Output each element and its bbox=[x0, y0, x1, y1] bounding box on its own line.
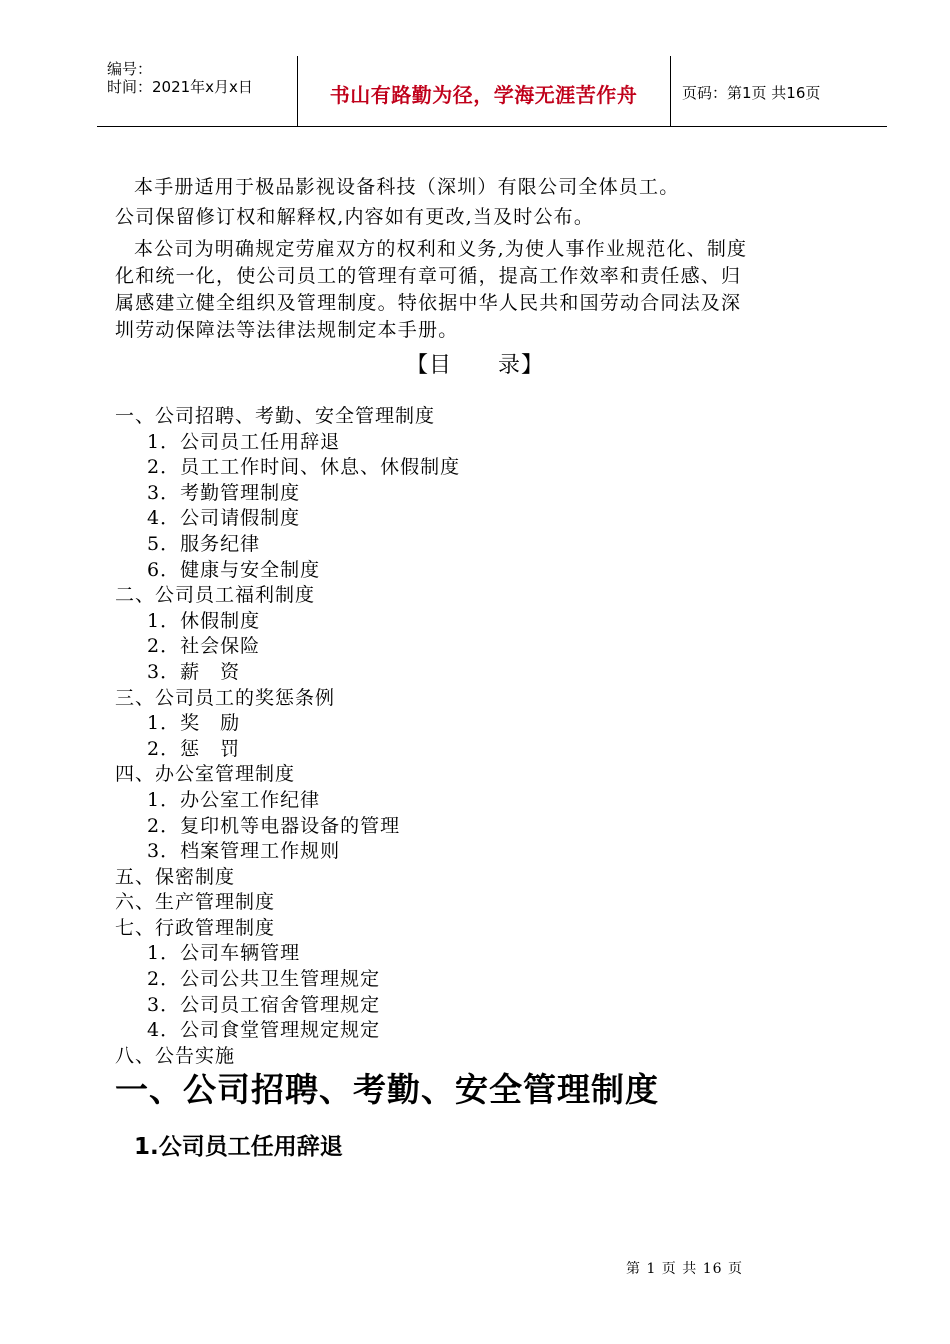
toc-subitem: 2．惩 罚 bbox=[147, 737, 241, 760]
document-time-label: 时间：2021年x月x日 bbox=[107, 78, 253, 96]
toc-title: 【目 录】 bbox=[405, 353, 544, 378]
section-heading: 一、公司招聘、考勤、安全管理制度 bbox=[115, 1070, 659, 1109]
toc-item: 六、生产管理制度 bbox=[115, 891, 276, 914]
toc-subitem: 3．公司员工宿舍管理规定 bbox=[147, 993, 381, 1016]
toc-subitem: 1．公司车辆管理 bbox=[147, 942, 301, 965]
intro-paragraph-line: 本公司为明确规定劳雇双方的权利和义务,为使人事作业规范化、制度 bbox=[134, 238, 748, 260]
header-page-info: 页码：第1页 共16页 bbox=[682, 84, 821, 102]
toc-subitem: 1．公司员工任用辞退 bbox=[147, 430, 341, 453]
toc-item: 一、公司招聘、考勤、安全管理制度 bbox=[115, 405, 436, 427]
toc-subitem: 1．办公室工作纪律 bbox=[147, 788, 321, 811]
toc-item: 七、行政管理制度 bbox=[115, 916, 276, 939]
header-meta bbox=[107, 60, 253, 96]
toc-subitem: 4．公司食堂管理规定规定 bbox=[147, 1019, 381, 1042]
intro-paragraph-line: 化和统一化，使公司员工的管理有章可循，提高工作效率和责任感、归 bbox=[115, 265, 742, 287]
toc-subitem: 3．考勤管理制度 bbox=[147, 481, 301, 504]
table-of-contents bbox=[115, 404, 460, 1069]
toc-subitem: 2．复印机等电器设备的管理 bbox=[147, 814, 401, 837]
toc-subitem: 1．奖 励 bbox=[147, 712, 241, 735]
page-header bbox=[97, 56, 887, 127]
toc-item: 八、公告实施 bbox=[115, 1044, 236, 1067]
toc-subitem: 3．档案管理工作规则 bbox=[147, 840, 341, 863]
intro-paragraph: 公司保留修订权和解释权,内容如有更改,当及时公布。 bbox=[115, 206, 595, 228]
toc-item: 五、保密制度 bbox=[115, 865, 236, 888]
toc-subitem: 1．休假制度 bbox=[147, 609, 261, 632]
toc-subitem: 2．公司公共卫生管理规定 bbox=[147, 968, 381, 991]
toc-subitem: 2．员工工作时间、休息、休假制度 bbox=[147, 456, 461, 479]
intro-paragraph-line: 圳劳动保障法等法律法规制定本手册。 bbox=[115, 319, 459, 341]
toc-subitem: 4．公司请假制度 bbox=[147, 507, 301, 530]
document-number-label: 编号： bbox=[107, 60, 153, 78]
header-motto: 书山有路勤为径，学海无涯苦作舟 bbox=[329, 83, 638, 107]
toc-subitem: 2．社会保险 bbox=[147, 635, 261, 658]
subsection-heading: 1.公司员工任用辞退 bbox=[134, 1134, 343, 1160]
toc-subitem: 6．健康与安全制度 bbox=[147, 558, 321, 581]
intro-paragraph: 本手册适用于极品影视设备科技（深圳）有限公司全体员工。 bbox=[134, 176, 680, 198]
toc-subitem: 3．薪 资 bbox=[147, 660, 241, 683]
toc-item: 三、公司员工的奖惩条例 bbox=[115, 686, 336, 709]
header-divider bbox=[670, 56, 671, 126]
toc-subitem: 5．服务纪律 bbox=[147, 532, 261, 555]
toc-item: 四、办公室管理制度 bbox=[115, 763, 296, 786]
intro-paragraph-line: 属感建立健全组织及管理制度。特依据中华人民共和国劳动合同法及深 bbox=[115, 292, 742, 314]
page-footer: 第 1 页 共 16 页 bbox=[626, 1261, 743, 1277]
toc-item: 二、公司员工福利制度 bbox=[115, 584, 316, 607]
